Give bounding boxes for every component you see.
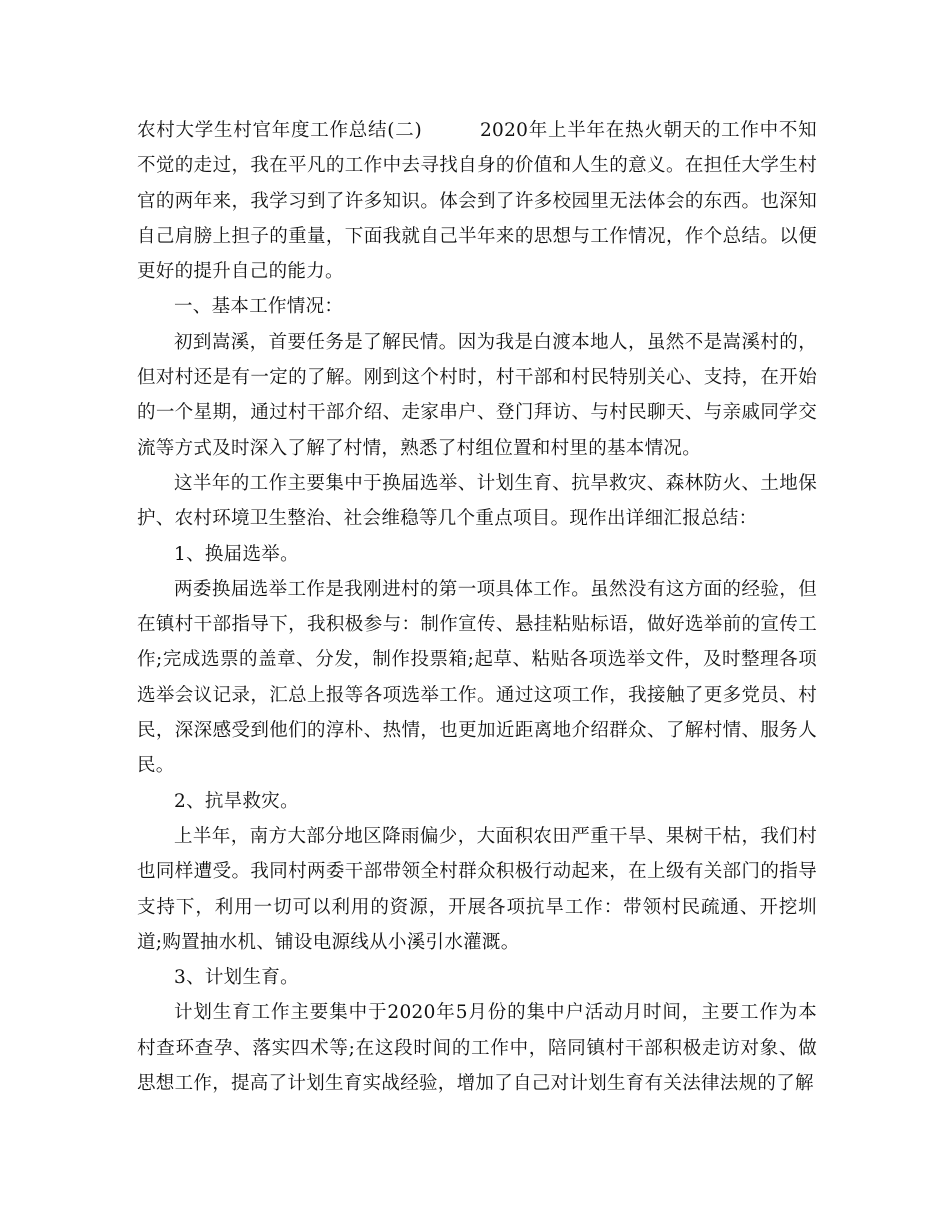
opening-paragraph <box>137 113 817 289</box>
subsection-heading: 2、抗旱救灾。 <box>174 790 299 812</box>
paragraph: 计划生育工作主要集中于2020年5月份的集中户活动月时间，主要工作为本村查环查孕、落实四术等;在这段时间的工作中，陪同镇村干部积极走访对象、做思想工作，提高了计划生育实战经验，增加了自己对计划生育有关法律法规的了解 <box>137 1002 817 1095</box>
paragraph: 初到嵩溪，首要任务是了解民情。因为我是白渡本地人，虽然不是嵩溪村的，但对村还是有一定的了解。刚到这个村时，村干部和村民特别关心、支持，在开始的一个星期，通过村干部介绍、走家串户、登门拜访、与村民聊天、与亲戚同学交流等方式及时深入了解了村情，熟悉了村组位置和村里的基本情况。 <box>137 331 817 459</box>
paragraph: 上半年，南方大部分地区降雨偏少，大面积农田严重干旱、果树干枯，我们村也同样遭受。我同村两委干部带领全村群众积极行动起来，在上级有关部门的指导支持下，利用一切可以利用的资源，开展各项抗旱工作：带领村民疏通、开挖圳道;购置抽水机、铺设电源线从小溪引水灌溉。 <box>137 825 817 953</box>
section-heading: 一、基本工作情况： <box>174 296 344 318</box>
subsection-heading: 1、换届选举。 <box>174 543 299 565</box>
paragraph: 这半年的工作主要集中于换届选举、计划生育、抗旱救灾、森林防火、土地保护、农村环境卫生整治、社会维稳等几个重点项目。现作出详细汇报总结： <box>137 472 817 530</box>
document-title: 农村大学生村官年度工作总结(二) <box>137 120 422 141</box>
document-body <box>137 113 817 1101</box>
subsection-heading: 3、计划生育。 <box>174 967 299 989</box>
paragraph: 两委换届选举工作是我刚进村的第一项具体工作。虽然没有这方面的经验，但在镇村干部指导下，我积极参与：制作宣传、悬挂粘贴标语，做好选举前的宣传工作;完成选票的盖章、分发，制作投票箱;起草、粘贴各项选举文件，及时整理各项选举会议记录，汇总上报等各项选举工作。通过这项工作，我接触了更多党员、村民，深深感受到他们的淳朴、热情，也更加近距离地介绍群众、了解村情、服务人民。 <box>137 578 817 777</box>
paragraph-text: 2020年上半年在热火朝天的工作中不知不觉的走过，我在平凡的工作中去寻找自身的价值和人生的意义。在担任大学生村官的两年来，我学习到了许多知识。体会到了许多校园里无法体会的东西。也深知自己肩膀上担子的重量，下面我就自己半年来的思想与工作情况，作个总结。以便更好的提升自己的能力。 <box>137 120 817 283</box>
